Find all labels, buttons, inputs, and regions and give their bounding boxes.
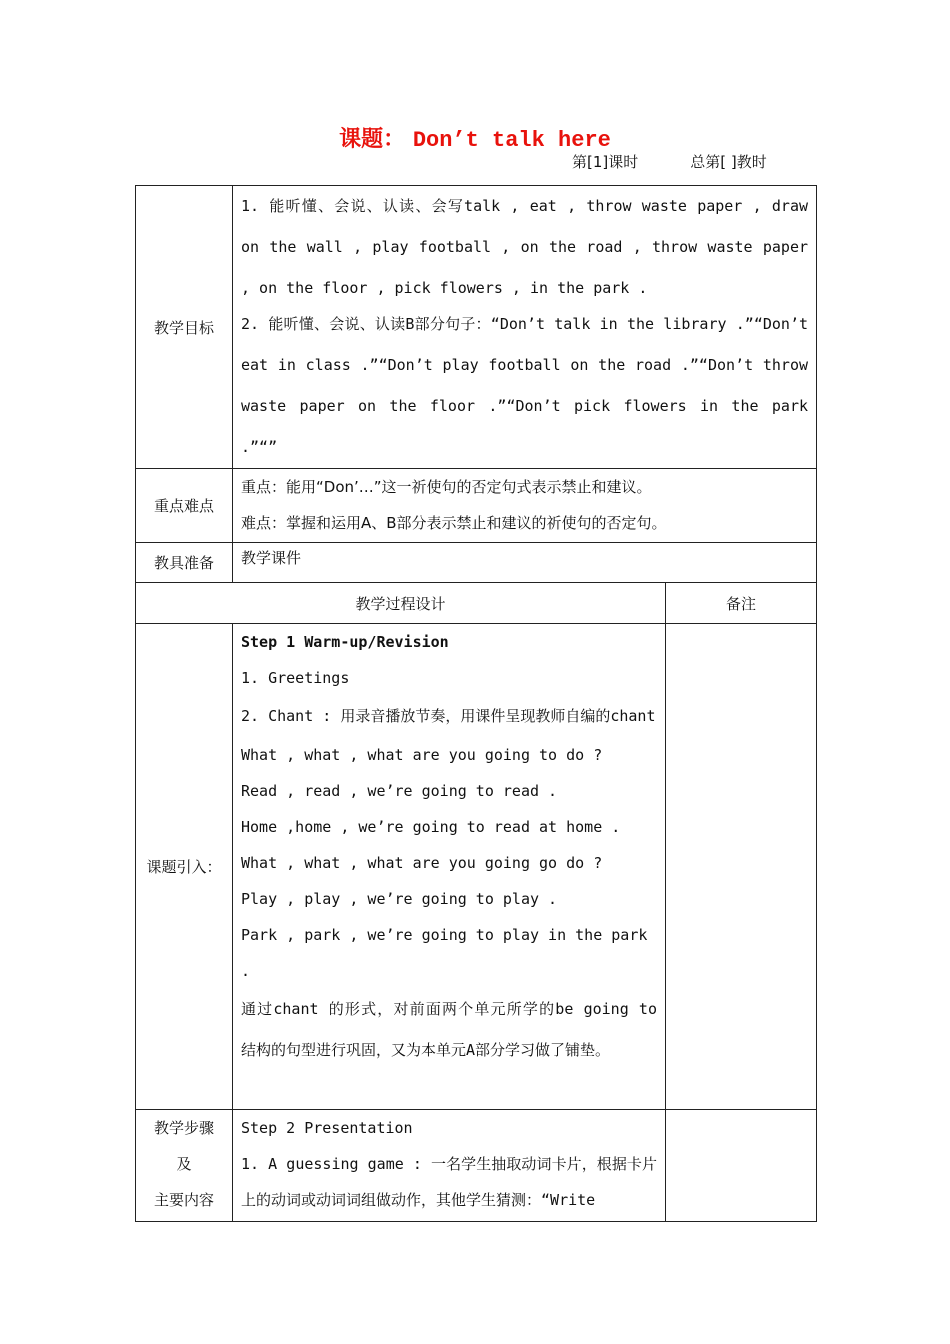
key-points-row xyxy=(136,469,817,543)
steps-label-line1: 教学步骤 xyxy=(153,1119,214,1137)
process-design-header: 教学过程设计 xyxy=(136,583,666,624)
steps-label-line2: 及 xyxy=(176,1155,192,1173)
chant-line: What , what , what are you going to do ? xyxy=(241,746,603,764)
objectives-label: 教学目标 xyxy=(136,186,233,469)
lesson-title xyxy=(0,122,950,153)
intro-label-text: 课题引入： xyxy=(146,857,222,876)
guessing-game-text: 1. A guessing game : 一名学生抽取动词卡片，根据卡片上的动词或动词词组做动作，其他学生猜测：“Write xyxy=(241,1155,657,1209)
difficult-point-text: 难点：掌握和运用A、B部分表示禁止和建议的祈使句的否定句。 xyxy=(241,514,667,532)
lesson-plan-table xyxy=(135,185,817,1222)
intro-label xyxy=(136,624,233,1110)
lesson-number: 第[1]课时 xyxy=(572,153,639,171)
key-points-label: 重点难点 xyxy=(136,469,233,543)
process-header-row xyxy=(136,583,817,624)
key-point-text: 重点：能用“Don’…”这一祈使句的否定句式表示禁止和建议。 xyxy=(241,478,652,496)
greetings-line: 1. Greetings xyxy=(241,669,350,687)
chant-line: Park , park , we’re going to play in the park . xyxy=(241,926,648,980)
steps-row xyxy=(136,1110,817,1222)
chant-line: Home ,home , we’re going to read at home . xyxy=(241,818,621,836)
materials-label: 教具准备 xyxy=(136,543,233,583)
steps-notes-cell xyxy=(666,1110,817,1222)
notes-header: 备注 xyxy=(666,583,817,624)
steps-label xyxy=(136,1110,233,1222)
intro-row xyxy=(136,624,817,1110)
chant-line: Read , read , we’re going to read . xyxy=(241,782,558,800)
steps-label-line3: 主要内容 xyxy=(153,1191,214,1209)
step1-title: Step 1 Warm-up/Revision xyxy=(241,633,449,651)
total-lesson-number: 总第[ ]教时 xyxy=(690,153,767,171)
objectives-item-2: 2. 能听懂、会说、认读B部分句子：“Don’t talk in the library .”“Don’t eat in class .”“Don’t play football on the road .”“Don’t throw waste paper on the floor .”“Don’t pick flowers in the park .”“” xyxy=(241,315,809,456)
objectives-row xyxy=(136,186,817,469)
step2-title: Step 2 Presentation xyxy=(241,1119,413,1137)
lesson-period-line xyxy=(572,151,767,172)
objectives-item-1: 1. 能听懂、会说、认读、会写talk , eat , throw waste paper , draw on the wall , play football , on the road , throw waste paper , on the floor , pick flowers , in the park . xyxy=(241,197,809,297)
chant-description: 2. Chant : 用录音播放节奏，用课件呈现教师自编的chant xyxy=(241,707,656,725)
chant-line: What , what , what are you going go do ? xyxy=(241,854,603,872)
title-text: Don’t talk here xyxy=(412,128,611,153)
materials-value: 教学课件 xyxy=(233,543,817,583)
materials-row xyxy=(136,543,817,583)
intro-notes-cell xyxy=(666,624,817,1110)
title-prefix: 课题： xyxy=(339,126,406,152)
chant-summary: 通过chant 的形式，对前面两个单元所学的be going to 结构的句型进行巩固，又为本单元A部分学习做了铺垫。 xyxy=(241,1000,657,1059)
chant-line: Play , play , we’re going to play . xyxy=(241,890,558,908)
